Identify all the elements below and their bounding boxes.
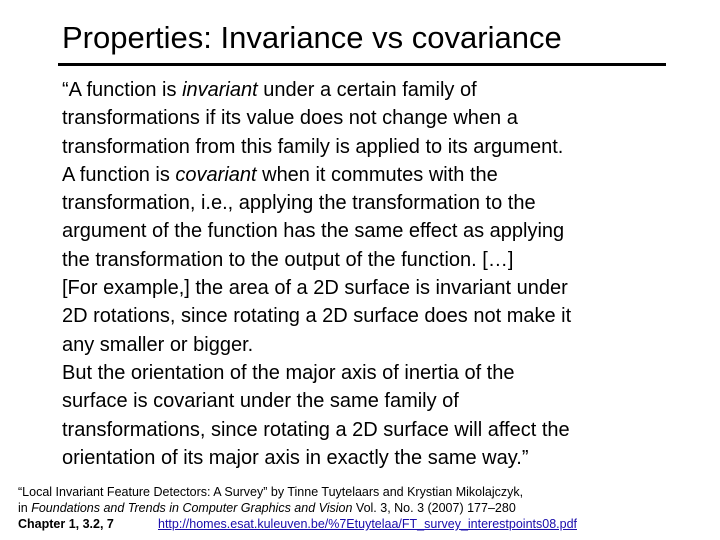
quote-block bbox=[62, 76, 682, 472]
journal-name: Foundations and Trends in Computer Graphics and Vision bbox=[31, 501, 353, 515]
quote-text: “A function is bbox=[62, 79, 183, 101]
quote-line: But the orientation of the major axis of inertia of the bbox=[62, 361, 515, 384]
quote-text: A function is bbox=[62, 163, 176, 186]
quote-text: when it commutes with the bbox=[256, 163, 498, 186]
quote-line: transformations if its value does not change when a bbox=[62, 107, 518, 130]
title-underline bbox=[58, 63, 666, 66]
survey-pdf-link[interactable]: http://homes.esat.kuleuven.be/%7Etuytelaa/FT_survey_interestpoints08.pdf bbox=[158, 517, 577, 531]
citation-line bbox=[18, 516, 577, 532]
quote-line bbox=[62, 76, 682, 104]
quote-line: argument of the function has the same effect as applying bbox=[62, 220, 565, 243]
quote-line: [For example,] the area of a 2D surface is invariant under bbox=[62, 277, 568, 300]
quote-line: transformation from this family is applied to its argument. bbox=[62, 135, 564, 158]
quote-text: under a certain family of bbox=[257, 79, 477, 101]
citation-block bbox=[18, 484, 577, 532]
quote-line: transformation, i.e., applying the transformation to the bbox=[62, 192, 536, 215]
quote-line: orientation of its major axis in exactly the same way.” bbox=[62, 446, 529, 469]
citation-line: “Local Invariant Feature Detectors: A Survey” by Tinne Tuytelaars and Krystian Mikolajczyk, bbox=[18, 485, 524, 499]
quote-line: any smaller or bigger. bbox=[62, 333, 254, 356]
citation-line bbox=[18, 500, 577, 516]
citation-text: in bbox=[18, 501, 32, 515]
emphasis-covariant: covariant bbox=[175, 163, 257, 186]
quote-line: 2D rotations, since rotating a 2D surface does not make it bbox=[62, 305, 572, 328]
citation-text: Vol. 3, No. 3 (2007) 177–280 bbox=[352, 501, 516, 515]
quote-line bbox=[62, 161, 682, 189]
quote-line: surface is covariant under the same family of bbox=[62, 390, 459, 413]
slide-title: Properties: Invariance vs covariance bbox=[62, 20, 562, 55]
quote-line: transformations, since rotating a 2D surface will affect the bbox=[62, 418, 570, 441]
quote-line: the transformation to the output of the function. […] bbox=[62, 248, 514, 271]
emphasis-invariant: invariant bbox=[182, 79, 258, 101]
chapter-reference: Chapter 1, 3.2, 7 bbox=[18, 517, 114, 531]
